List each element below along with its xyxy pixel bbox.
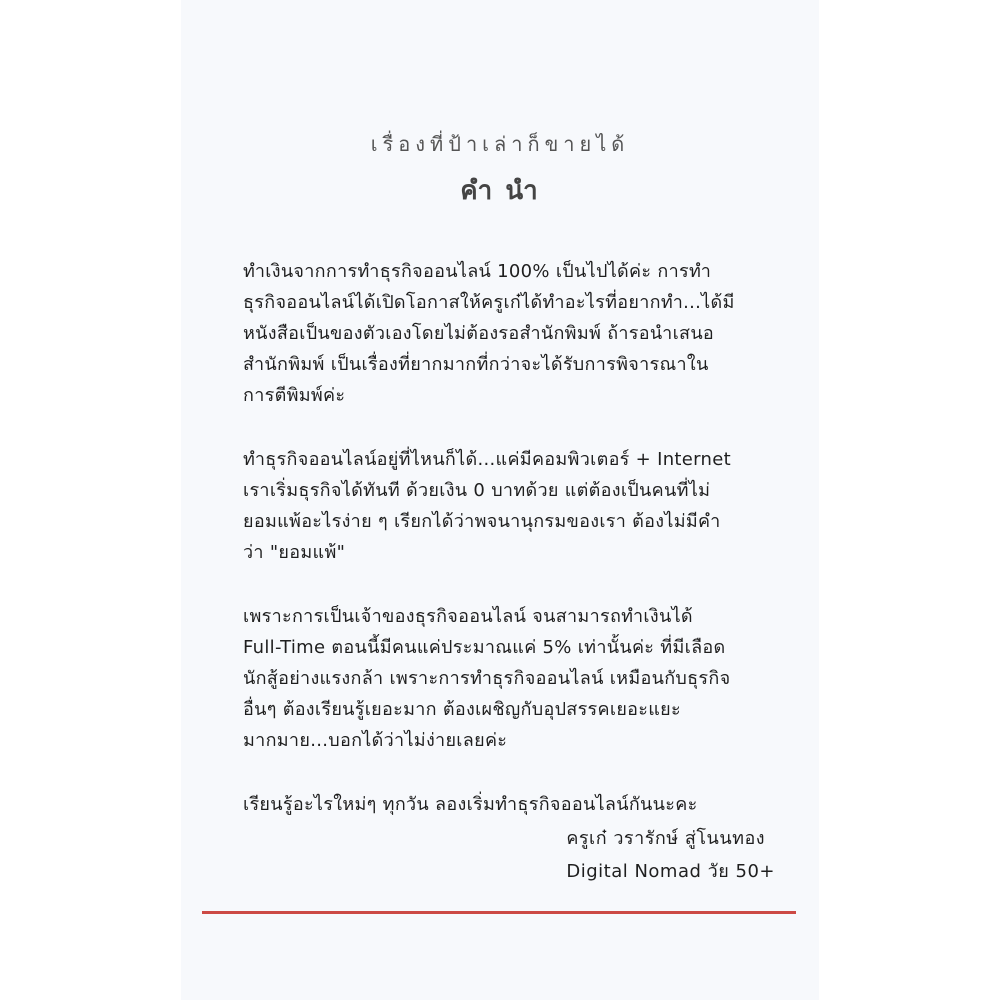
paragraph-line: ทำเงินจากการทำธุรกิจออนไลน์ 100% เป็นไปได้ค่ะ การทำ [243,261,712,282]
paragraph-3 [243,601,783,756]
foreword-body [243,256,783,853]
author-tagline: Digital Nomad วัย 50+ [566,861,775,882]
paragraph-line: มากมาย...บอกได้ว่าไม่ง่ายเลยค่ะ [243,730,508,751]
paragraph-line: เรียนรู้อะไรใหม่ๆ ทุกวัน ลองเริ่มทำธุรกิจออนไลน์กันนะคะ [243,794,698,815]
paragraph-4 [243,789,783,820]
paragraph-line: ว่า "ยอมแพ้" [243,542,346,563]
accent-divider [202,911,796,914]
paragraph-line: สำนักพิมพ์ เป็นเรื่องที่ยากมากที่กว่าจะได้รับการพิจารณาใน [243,354,709,375]
paragraph-2 [243,444,783,568]
author-name: ครูเก๋ วรารักษ์ สู่โนนทอง [566,828,766,849]
paragraph-line: เพราะการเป็นเจ้าของธุรกิจออนไลน์ จนสามารถทำเงินได้ [243,606,693,627]
paragraph-line: ยอมแพ้อะไรง่าย ๆ เรียกได้ว่าพจนานุกรมของเรา ต้องไม่มีคำ [243,511,721,532]
paragraph-line: ทำธุรกิจออนไลน์อยู่ที่ไหนก็ได้...แค่มีคอมพิวเตอร์ + Internet [243,449,731,470]
paragraph-line: นักสู้อย่างแรงกล้า เพราะการทำธุรกิจออนไลน์ เหมือนกับธุรกิจ [243,668,731,689]
book-subtitle: เรื่องที่ป้าเล่าก็ขายได้ [370,132,630,156]
paragraph-line: Full-Time ตอนนี้มีคนแค่ประมาณแค่ 5% เท่านั้นค่ะ ที่มีเลือด [243,637,726,658]
paragraph-1 [243,256,783,411]
paragraph-line: เราเริ่มธุรกิจได้ทันที ด้วยเงิน 0 บาทด้วย แต่ต้องเป็นคนที่ไม่ [243,480,711,501]
paragraph-line: การตีพิมพ์ค่ะ [243,385,346,406]
paragraph-line: หนังสือเป็นของตัวเองโดยไม่ต้องรอสำนักพิมพ์ ถ้ารอนำเสนอ [243,323,715,344]
author-signature [566,822,775,888]
paragraph-line: อื่นๆ ต้องเรียนรู้เยอะมาก ต้องเผชิญกับอุปสรรคเยอะแยะ [243,699,681,720]
paragraph-line: ธุรกิจออนไลน์ได้เปิดโอกาสให้ครูเก๋ได้ทำอะไรที่อยากทำ...ได้มี [243,292,735,313]
page-title: คำ นำ [460,176,540,206]
book-page [181,0,819,1000]
